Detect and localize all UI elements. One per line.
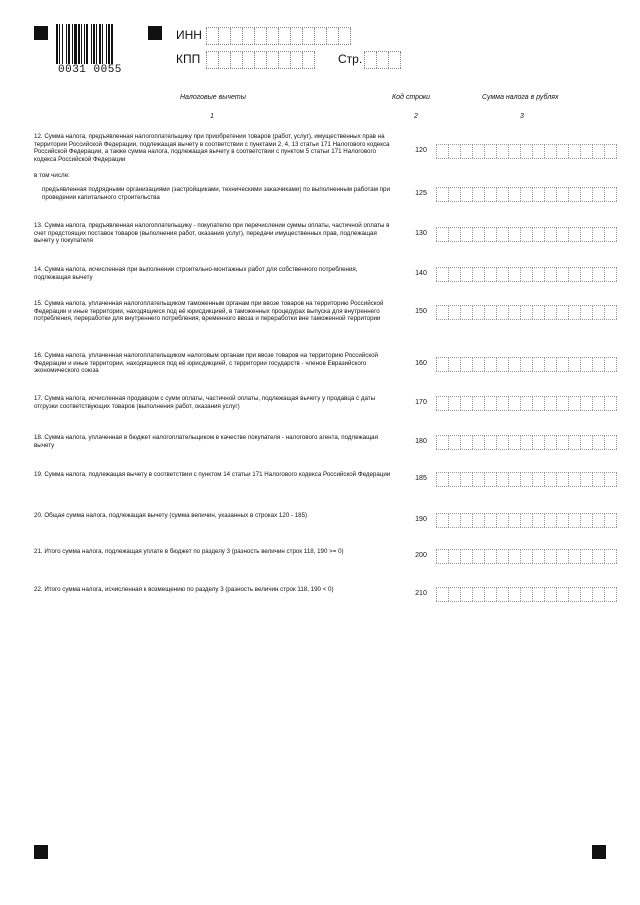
input-cell[interactable] <box>532 268 544 281</box>
amount-cells[interactable] <box>436 472 617 487</box>
input-cell[interactable] <box>338 28 351 44</box>
row-code: 210 <box>415 590 427 597</box>
input-cell[interactable] <box>484 436 496 449</box>
input-cell[interactable] <box>278 28 290 44</box>
input-cell[interactable] <box>302 52 315 68</box>
input-cell[interactable] <box>242 28 254 44</box>
input-cell[interactable] <box>254 28 266 44</box>
input-cell[interactable] <box>592 550 604 563</box>
row-description: 14. Сумма налога, исчисленная при выполнении строительно-монтажных работ для собственного потребления, подлежащая вычету <box>34 266 358 281</box>
input-cell[interactable] <box>496 188 508 201</box>
corner-marker-top-center <box>148 26 162 40</box>
input-cell[interactable] <box>592 514 604 527</box>
input-cell[interactable] <box>508 397 520 410</box>
input-cell[interactable] <box>532 514 544 527</box>
input-cell[interactable] <box>436 228 448 241</box>
input-cell[interactable] <box>460 550 472 563</box>
input-cell[interactable] <box>472 473 484 486</box>
input-cell[interactable] <box>508 473 520 486</box>
input-cell[interactable] <box>508 514 520 527</box>
input-cell[interactable] <box>460 358 472 371</box>
input-cell[interactable] <box>448 228 460 241</box>
input-cell[interactable] <box>460 306 472 319</box>
row-description: 13. Сумма налога, предъявленная налогоплательщику - покупателю при перечислении суммы оплаты, частичной оплаты в счет предстоящих поставок товаров (выполнения работ, оказания услуг), передачи имущественных прав, подлежащая вычету у покупателя <box>34 222 390 245</box>
input-cell[interactable] <box>520 268 532 281</box>
input-cell[interactable] <box>592 397 604 410</box>
input-cell[interactable] <box>436 397 448 410</box>
input-cell[interactable] <box>460 588 472 601</box>
input-cell[interactable] <box>436 145 448 158</box>
column-number-3: 3 <box>520 113 524 120</box>
input-cell[interactable] <box>592 188 604 201</box>
input-cell[interactable] <box>556 588 568 601</box>
input-cell[interactable] <box>496 306 508 319</box>
input-cell[interactable] <box>218 28 230 44</box>
input-cell[interactable] <box>460 268 472 281</box>
input-cell[interactable] <box>278 52 290 68</box>
input-cell[interactable] <box>448 588 460 601</box>
row-code: 200 <box>415 552 427 559</box>
input-cell[interactable] <box>532 588 544 601</box>
kpp-label: КПП <box>176 52 201 66</box>
input-cell[interactable] <box>592 588 604 601</box>
input-cell[interactable] <box>604 550 617 563</box>
input-cell[interactable] <box>472 397 484 410</box>
row-code: 180 <box>415 438 427 445</box>
input-cell[interactable] <box>580 514 592 527</box>
input-cell[interactable] <box>436 588 448 601</box>
input-cell[interactable] <box>532 358 544 371</box>
input-cell[interactable] <box>544 514 556 527</box>
amount-cells[interactable] <box>436 187 617 202</box>
input-cell[interactable] <box>472 550 484 563</box>
input-cell[interactable] <box>448 306 460 319</box>
input-cell[interactable] <box>460 397 472 410</box>
amount-cells[interactable] <box>436 396 617 411</box>
input-cell[interactable] <box>290 52 302 68</box>
input-cell[interactable] <box>568 306 580 319</box>
input-cell[interactable] <box>532 550 544 563</box>
input-cell[interactable] <box>254 52 266 68</box>
input-cell[interactable] <box>496 436 508 449</box>
input-cell[interactable] <box>592 268 604 281</box>
row-description: 22. Итого сумма налога, исчисленная к возмещению по разделу 3 (разность величин строк 118, 190 < 0) <box>34 586 334 593</box>
input-cell[interactable] <box>436 268 448 281</box>
input-cell[interactable] <box>520 228 532 241</box>
amount-cells[interactable] <box>436 435 617 450</box>
row-code: 190 <box>415 516 427 523</box>
input-cell[interactable] <box>436 358 448 371</box>
input-cell[interactable] <box>436 514 448 527</box>
input-cell[interactable] <box>436 188 448 201</box>
corner-marker-bottom-left <box>34 845 48 859</box>
row-description: предъявленная подрядными организациями (застройщиками, техническими заказчиками) по выполненным работам при проведении капитального строительства <box>42 186 390 201</box>
input-cell[interactable] <box>508 228 520 241</box>
input-cell[interactable] <box>532 228 544 241</box>
input-cell[interactable] <box>544 228 556 241</box>
row-code: 140 <box>415 270 427 277</box>
input-cell[interactable] <box>520 473 532 486</box>
input-cell[interactable] <box>556 514 568 527</box>
input-cell[interactable] <box>580 588 592 601</box>
input-cell[interactable] <box>520 306 532 319</box>
input-cell[interactable] <box>556 228 568 241</box>
page-label: Стр. <box>338 52 363 66</box>
input-cell[interactable] <box>206 28 218 44</box>
amount-cells[interactable] <box>436 549 617 564</box>
input-cell[interactable] <box>568 588 580 601</box>
input-cell[interactable] <box>448 473 460 486</box>
input-cell[interactable] <box>436 306 448 319</box>
amount-cells[interactable] <box>436 587 617 602</box>
input-cell[interactable] <box>206 52 218 68</box>
input-cell[interactable] <box>580 397 592 410</box>
input-cell[interactable] <box>568 268 580 281</box>
input-cell[interactable] <box>472 228 484 241</box>
input-cell[interactable] <box>544 188 556 201</box>
input-cell[interactable] <box>388 52 401 68</box>
input-cell[interactable] <box>568 550 580 563</box>
input-cell[interactable] <box>556 436 568 449</box>
input-cell[interactable] <box>484 514 496 527</box>
input-cell[interactable] <box>604 473 617 486</box>
amount-cells[interactable] <box>436 227 617 242</box>
row-code: 120 <box>415 147 427 154</box>
input-cell[interactable] <box>532 306 544 319</box>
amount-cells[interactable] <box>436 513 617 528</box>
input-cell[interactable] <box>580 473 592 486</box>
input-cell[interactable] <box>520 397 532 410</box>
amount-cells[interactable] <box>436 267 617 282</box>
input-cell[interactable] <box>448 358 460 371</box>
amount-cells[interactable] <box>436 305 617 320</box>
row-code: 185 <box>415 475 427 482</box>
input-cell[interactable] <box>568 188 580 201</box>
input-cell[interactable] <box>520 588 532 601</box>
input-cell[interactable] <box>460 145 472 158</box>
input-cell[interactable] <box>532 473 544 486</box>
input-cell[interactable] <box>556 268 568 281</box>
input-cell[interactable] <box>484 588 496 601</box>
input-cell[interactable] <box>580 306 592 319</box>
input-cell[interactable] <box>532 188 544 201</box>
row-code: 130 <box>415 230 427 237</box>
input-cell[interactable] <box>266 52 278 68</box>
input-cell[interactable] <box>580 145 592 158</box>
input-cell[interactable] <box>472 436 484 449</box>
input-cell[interactable] <box>568 514 580 527</box>
input-cell[interactable] <box>496 228 508 241</box>
input-cell[interactable] <box>448 514 460 527</box>
input-cell[interactable] <box>508 188 520 201</box>
input-cell[interactable] <box>472 188 484 201</box>
input-cell[interactable] <box>568 358 580 371</box>
input-cell[interactable] <box>568 473 580 486</box>
column-number-2: 2 <box>414 113 418 120</box>
input-cell[interactable] <box>218 52 230 68</box>
input-cell[interactable] <box>472 268 484 281</box>
input-cell[interactable] <box>448 550 460 563</box>
input-cell[interactable] <box>544 550 556 563</box>
input-cell[interactable] <box>508 306 520 319</box>
input-cell[interactable] <box>520 436 532 449</box>
input-cell[interactable] <box>460 514 472 527</box>
input-cell[interactable] <box>520 514 532 527</box>
in-that-label: в том числе: <box>34 172 70 179</box>
input-cell[interactable] <box>290 28 302 44</box>
input-cell[interactable] <box>568 397 580 410</box>
input-cell[interactable] <box>496 588 508 601</box>
input-cell[interactable] <box>436 550 448 563</box>
input-cell[interactable] <box>484 268 496 281</box>
input-cell[interactable] <box>448 268 460 281</box>
input-cell[interactable] <box>556 145 568 158</box>
input-cell[interactable] <box>364 52 376 68</box>
inn-label: ИНН <box>176 28 202 42</box>
input-cell[interactable] <box>592 358 604 371</box>
column-header-line-code: Код строки <box>392 94 431 101</box>
input-cell[interactable] <box>484 358 496 371</box>
input-cell[interactable] <box>484 188 496 201</box>
input-cell[interactable] <box>544 473 556 486</box>
input-cell[interactable] <box>472 588 484 601</box>
input-cell[interactable] <box>604 436 617 449</box>
row-description: 18. Сумма налога, уплаченная в бюджет налогоплательщиком в качестве покупателя - налогового агента, подлежащая вычету <box>34 434 378 449</box>
input-cell[interactable] <box>520 550 532 563</box>
input-cell[interactable] <box>448 436 460 449</box>
input-cell[interactable] <box>448 397 460 410</box>
input-cell[interactable] <box>508 436 520 449</box>
kpp-cells[interactable] <box>206 51 315 69</box>
input-cell[interactable] <box>508 358 520 371</box>
input-cell[interactable] <box>604 228 617 241</box>
input-cell[interactable] <box>484 397 496 410</box>
input-cell[interactable] <box>508 588 520 601</box>
row-description: 16. Сумма налога, уплаченная налогоплательщиком налоговым органам при ввозе товаров на территорию Российской Федерации и иные территории, находящиеся под её юрисдикцией, с территории государств - членов Евразийского экономического союза <box>34 352 379 375</box>
input-cell[interactable] <box>472 514 484 527</box>
input-cell[interactable] <box>544 145 556 158</box>
input-cell[interactable] <box>496 514 508 527</box>
input-cell[interactable] <box>556 473 568 486</box>
input-cell[interactable] <box>242 52 254 68</box>
input-cell[interactable] <box>544 397 556 410</box>
row-description: 12. Сумма налога, предъявленная налогоплательщику при приобретении товаров (работ, услуг), имущественных прав на территории Российской Федерации, подлежащая вычету в соответствии с пунктами 2, 4, 13 статьи 171 Налогового кодекса Российской Федерации, а также сумма налога, подлежащая вычету в соответствии с пунктом 5 статьи 171 Налогового кодекса Российской Федерации <box>34 133 390 163</box>
input-cell[interactable] <box>580 436 592 449</box>
input-cell[interactable] <box>580 268 592 281</box>
input-cell[interactable] <box>544 268 556 281</box>
input-cell[interactable] <box>544 306 556 319</box>
amount-cells[interactable] <box>436 357 617 372</box>
row-code: 125 <box>415 190 427 197</box>
input-cell[interactable] <box>460 473 472 486</box>
input-cell[interactable] <box>544 358 556 371</box>
column-header-deductions: Налоговые вычеты <box>180 94 246 101</box>
barcode-number: 0031 0055 <box>58 64 122 76</box>
input-cell[interactable] <box>532 397 544 410</box>
input-cell[interactable] <box>436 436 448 449</box>
input-cell[interactable] <box>580 550 592 563</box>
input-cell[interactable] <box>592 473 604 486</box>
input-cell[interactable] <box>496 358 508 371</box>
input-cell[interactable] <box>496 268 508 281</box>
input-cell[interactable] <box>436 473 448 486</box>
column-number-1: 1 <box>210 113 214 120</box>
row-code: 170 <box>415 399 427 406</box>
input-cell[interactable] <box>448 145 460 158</box>
input-cell[interactable] <box>580 358 592 371</box>
input-cell[interactable] <box>302 28 314 44</box>
amount-cells[interactable] <box>436 144 617 159</box>
input-cell[interactable] <box>604 514 617 527</box>
input-cell[interactable] <box>556 188 568 201</box>
row-description: 20. Общая сумма налога, подлежащая вычету (сумма величин, указанных в строках 120 - 185) <box>34 512 308 519</box>
input-cell[interactable] <box>568 145 580 158</box>
column-header-amount: Сумма налога в рублях <box>482 94 559 101</box>
input-cell[interactable] <box>472 306 484 319</box>
input-cell[interactable] <box>448 188 460 201</box>
input-cell[interactable] <box>460 436 472 449</box>
corner-marker-bottom-right <box>592 845 606 859</box>
row-code: 150 <box>415 308 427 315</box>
row-description: 21. Итого сумма налога, подлежащая уплате в бюджет по разделу 3 (разность величин строк 118, 190 >= 0) <box>34 548 344 555</box>
input-cell[interactable] <box>592 306 604 319</box>
input-cell[interactable] <box>592 228 604 241</box>
input-cell[interactable] <box>496 145 508 158</box>
barcode <box>56 24 138 64</box>
input-cell[interactable] <box>314 28 326 44</box>
row-code: 160 <box>415 360 427 367</box>
input-cell[interactable] <box>460 228 472 241</box>
input-cell[interactable] <box>568 228 580 241</box>
input-cell[interactable] <box>604 268 617 281</box>
input-cell[interactable] <box>326 28 338 44</box>
input-cell[interactable] <box>544 436 556 449</box>
input-cell[interactable] <box>580 228 592 241</box>
row-description: 19. Сумма налога, подлежащая вычету в соответствии с пунктом 14 статьи 171 Налогового кодекса Российской Федерации <box>34 471 391 478</box>
input-cell[interactable] <box>520 145 532 158</box>
input-cell[interactable] <box>592 145 604 158</box>
input-cell[interactable] <box>604 188 617 201</box>
input-cell[interactable] <box>520 188 532 201</box>
input-cell[interactable] <box>484 306 496 319</box>
input-cell[interactable] <box>508 268 520 281</box>
input-cell[interactable] <box>604 145 617 158</box>
page-cells[interactable] <box>364 51 401 69</box>
input-cell[interactable] <box>604 588 617 601</box>
input-cell[interactable] <box>484 145 496 158</box>
input-cell[interactable] <box>484 550 496 563</box>
input-cell[interactable] <box>532 145 544 158</box>
input-cell[interactable] <box>580 188 592 201</box>
input-cell[interactable] <box>556 550 568 563</box>
input-cell[interactable] <box>556 306 568 319</box>
input-cell[interactable] <box>604 397 617 410</box>
inn-cells[interactable] <box>206 27 351 45</box>
input-cell[interactable] <box>230 52 242 68</box>
corner-marker-top-left <box>34 26 48 40</box>
input-cell[interactable] <box>556 358 568 371</box>
input-cell[interactable] <box>520 358 532 371</box>
input-cell[interactable] <box>230 28 242 44</box>
input-cell[interactable] <box>484 228 496 241</box>
input-cell[interactable] <box>496 550 508 563</box>
input-cell[interactable] <box>604 358 617 371</box>
input-cell[interactable] <box>556 397 568 410</box>
input-cell[interactable] <box>484 473 496 486</box>
input-cell[interactable] <box>472 145 484 158</box>
row-description: 15. Сумма налога, уплаченная налогоплательщиком таможенным органам при ввозе товаров на территорию Российской Федерации и иные территории, находящиеся под её юрисдикцией, в таможенных процедурах выпуска для внутреннего потребления, переработки для внутреннего потребления, временного ввоза и переработки вне таможенной территории <box>34 300 384 323</box>
input-cell[interactable] <box>544 588 556 601</box>
input-cell[interactable] <box>532 436 544 449</box>
input-cell[interactable] <box>508 550 520 563</box>
input-cell[interactable] <box>496 397 508 410</box>
input-cell[interactable] <box>472 358 484 371</box>
input-cell[interactable] <box>460 188 472 201</box>
row-description: 17. Сумма налога, исчисленная продавцом с сумм оплаты, частичной оплаты, подлежащая вычету у продавца с даты отгрузки соответствующих товаров (выполнения работ, оказания услуг) <box>34 395 376 410</box>
input-cell[interactable] <box>496 473 508 486</box>
input-cell[interactable] <box>508 145 520 158</box>
input-cell[interactable] <box>568 436 580 449</box>
input-cell[interactable] <box>592 436 604 449</box>
input-cell[interactable] <box>266 28 278 44</box>
input-cell[interactable] <box>604 306 617 319</box>
input-cell[interactable] <box>376 52 388 68</box>
